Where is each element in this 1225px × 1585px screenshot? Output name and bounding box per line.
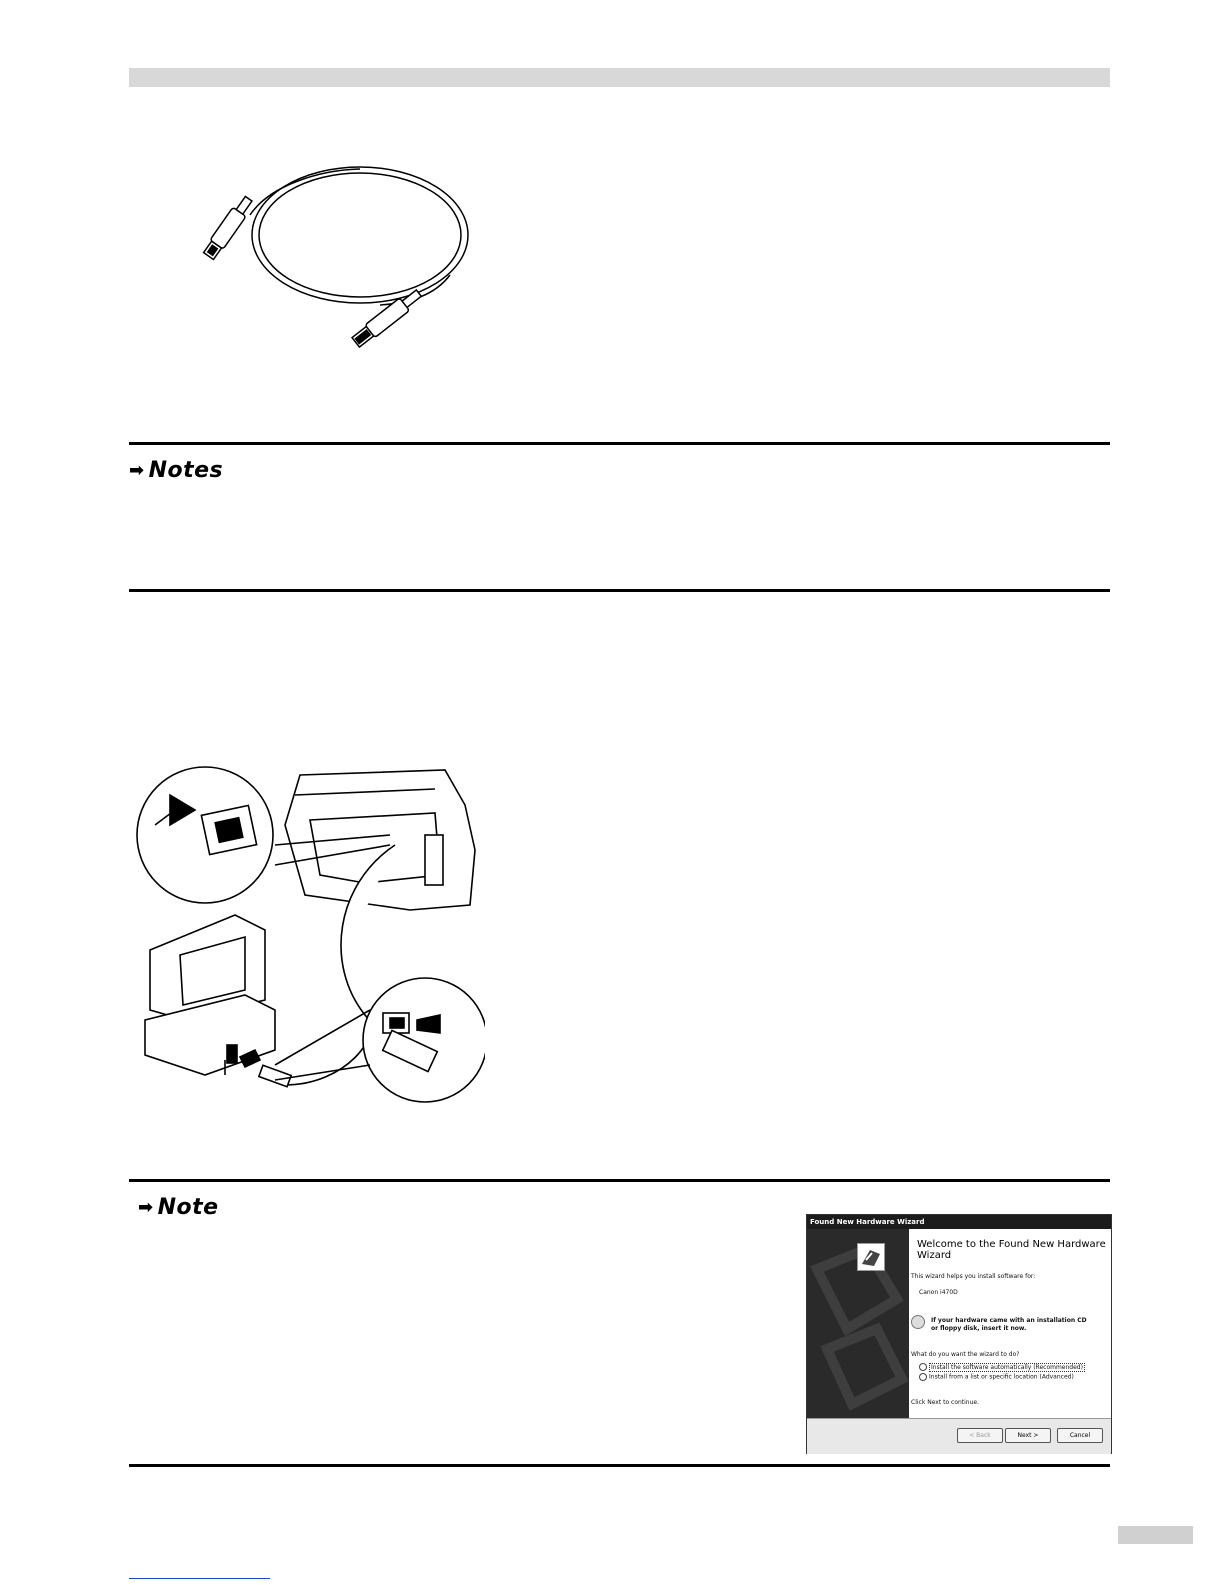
option-auto-label: Install the software automatically (Recommended) xyxy=(931,1363,1083,1371)
radio-selected-icon[interactable] xyxy=(919,1363,927,1371)
wizard-question: What do you want the wizard to do? xyxy=(911,1351,1020,1358)
notes-heading-text: Notes xyxy=(148,458,224,483)
option-list-label: Install from a list or specific location (Advanced) xyxy=(929,1373,1074,1381)
footer-link-underline[interactable] xyxy=(129,1578,270,1579)
cd-prompt-line1: If your hardware came with an installation CD xyxy=(931,1317,1087,1324)
notes-bottom-rule xyxy=(129,589,1110,592)
header-bar xyxy=(129,68,1110,87)
wizard-title-bar: Found New Hardware Wizard xyxy=(807,1215,1111,1229)
wizard-footer xyxy=(807,1418,1111,1454)
note-heading xyxy=(138,1195,219,1220)
next-button[interactable]: Next > xyxy=(1005,1428,1051,1443)
radio-icon[interactable] xyxy=(919,1373,927,1381)
usb-cable-illustration xyxy=(180,155,480,375)
connection-illustration xyxy=(135,765,485,1110)
notes-heading xyxy=(129,458,223,483)
arrow-icon: ➡ xyxy=(138,1197,154,1218)
found-new-hardware-wizard xyxy=(806,1214,1112,1454)
wizard-heading: Welcome to the Found New Hardware Wizard xyxy=(917,1239,1106,1261)
option-list[interactable] xyxy=(919,1373,1074,1381)
cancel-button[interactable]: Cancel xyxy=(1057,1428,1103,1443)
cd-icon xyxy=(911,1315,925,1329)
continue-text: Click Next to continue. xyxy=(911,1399,980,1406)
wizard-body xyxy=(909,1229,1111,1418)
back-button[interactable]: < Back xyxy=(957,1428,1003,1443)
notes-top-rule xyxy=(129,442,1110,445)
wizard-intro: This wizard helps you install software for: xyxy=(911,1273,1036,1280)
note-heading-text: Note xyxy=(157,1195,219,1220)
cd-prompt-line2: or floppy disk, insert it now. xyxy=(931,1325,1027,1332)
arrow-icon: ➡ xyxy=(129,460,145,481)
hardware-wizard-icon xyxy=(857,1243,885,1271)
device-name: Canon i470D xyxy=(919,1289,958,1296)
page-tab xyxy=(1118,1526,1193,1544)
note-bottom-rule xyxy=(129,1464,1110,1467)
option-auto[interactable] xyxy=(919,1363,1085,1371)
note-top-rule xyxy=(129,1179,1110,1182)
